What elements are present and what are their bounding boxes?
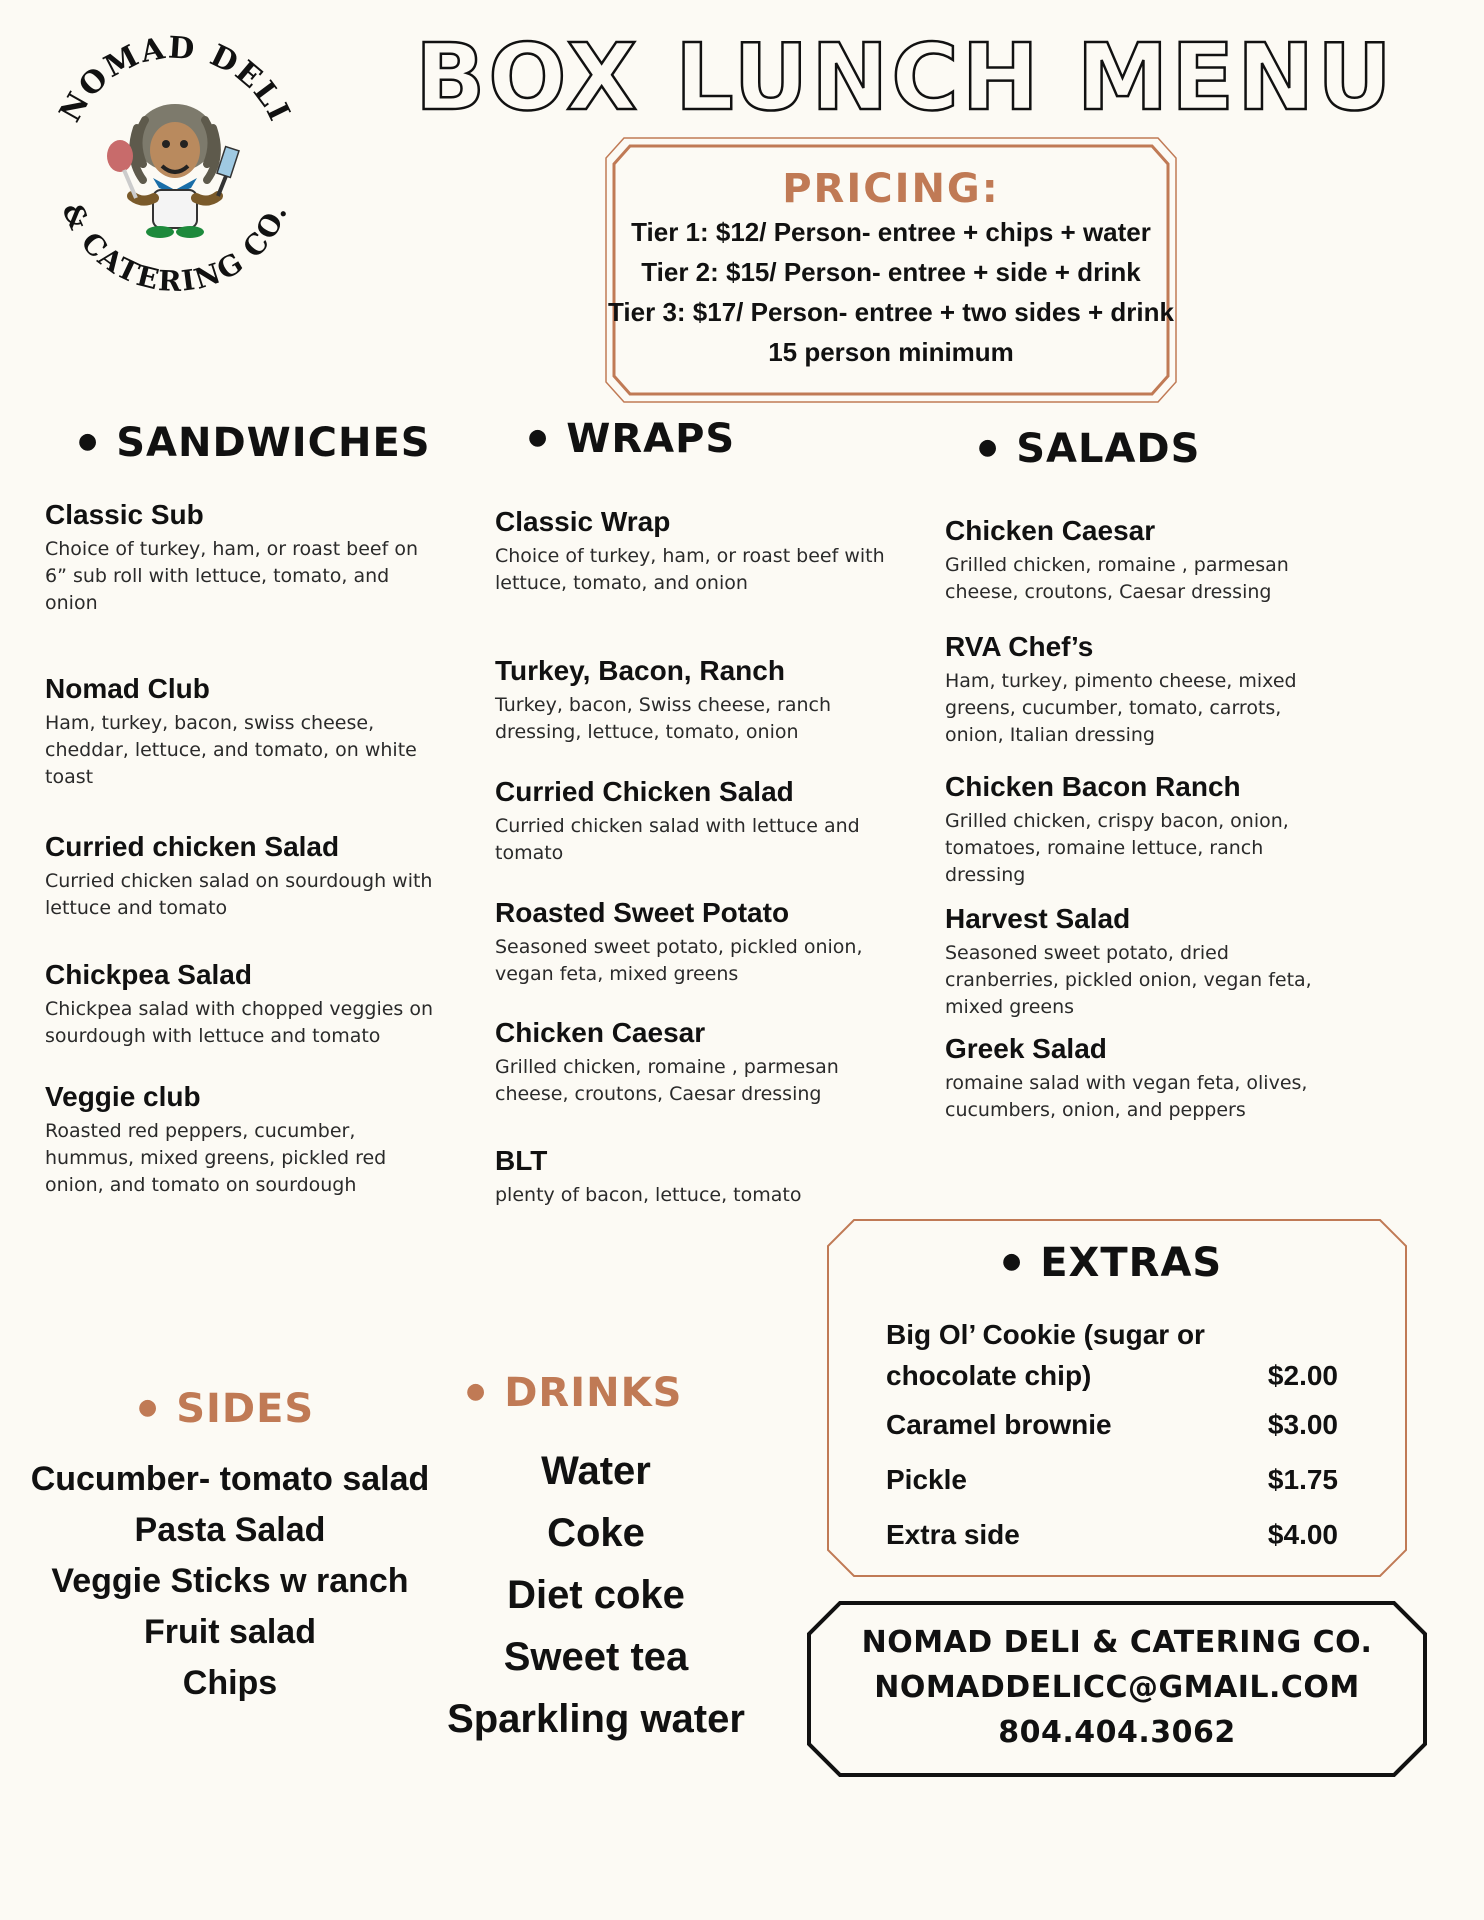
extra-name: Pickle — [886, 1464, 967, 1495]
item-description: Ham, turkey, bacon, swiss cheese, cheddar, lettuce, and tomato, on white toast — [45, 712, 417, 788]
contact-phone[interactable]: 804.404.3062 — [998, 1715, 1236, 1750]
sides-list — [20, 1454, 440, 1709]
wrap-item — [495, 1144, 895, 1209]
bullet-icon: ● — [138, 1394, 159, 1420]
list-item: Chips — [182, 1664, 278, 1702]
salad-item — [945, 514, 1345, 606]
pricing-heading: PRICING: — [782, 166, 1000, 212]
item-name: Greek Salad — [945, 1033, 1107, 1064]
contact-email[interactable]: NOMADDELICC@GMAIL.COM — [874, 1670, 1360, 1705]
pricing-tier-2: Tier 2: $15/ Person- entree + side + drink — [641, 257, 1141, 287]
item-name: Curried chicken Salad — [45, 831, 340, 862]
wrap-item — [495, 896, 895, 988]
wraps-heading: ● WRAPS — [528, 416, 736, 462]
item-description: Roasted red peppers, cucumber, hummus, mixed greens, pickled red onion, and tomato on sourdough — [45, 1120, 387, 1196]
item-name: Classic Wrap — [495, 506, 671, 537]
item-description: romaine salad with vegan feta, olives, cucumbers, onion, and peppers — [945, 1072, 1308, 1121]
salad-item — [945, 770, 1345, 889]
chef-mascot-icon — [107, 104, 239, 238]
extra-item — [886, 1314, 1338, 1396]
wrap-item — [495, 1016, 895, 1108]
item-description: Curried chicken salad with lettuce and tomato — [495, 815, 860, 864]
pricing-box — [604, 136, 1178, 404]
extra-price: $4.00 — [1267, 1519, 1338, 1550]
item-name: Veggie club — [45, 1081, 201, 1112]
sandwich-item — [45, 958, 445, 1050]
sandwich-item — [45, 498, 445, 617]
logo-bottom-text: & CATERING CO. — [55, 197, 295, 298]
wrap-item — [495, 654, 895, 746]
extra-item — [886, 1404, 1338, 1445]
extra-price: $1.75 — [1267, 1464, 1338, 1495]
drinks-heading: ● DRINKS — [466, 1370, 683, 1416]
item-name: Chicken Bacon Ranch — [945, 771, 1241, 802]
item-description: Seasoned sweet potato, pickled onion, vegan feta, mixed greens — [495, 936, 863, 985]
item-name: Harvest Salad — [945, 903, 1131, 934]
item-description: Grilled chicken, romaine , parmesan cheese, croutons, Caesar dressing — [945, 554, 1289, 603]
item-name: Roasted Sweet Potato — [495, 897, 790, 928]
business-name: NOMAD DELI & CATERING CO. — [861, 1625, 1373, 1660]
item-name: Chicken Caesar — [945, 515, 1156, 546]
bullet-icon: ● — [978, 434, 999, 460]
list-item: Fruit salad — [144, 1613, 316, 1651]
contact-box — [806, 1600, 1428, 1778]
wrap-item — [495, 505, 895, 597]
page-title: BOX LUNCH MENU — [415, 24, 1395, 131]
logo-top-text: NOMAD DELI — [52, 30, 298, 128]
bullet-icon: ● — [1002, 1248, 1023, 1274]
item-name: Chickpea Salad — [45, 959, 252, 990]
list-item: Coke — [547, 1511, 645, 1555]
list-item: Sweet tea — [503, 1635, 689, 1679]
list-item: Cucumber- tomato salad — [30, 1460, 430, 1498]
list-item: Diet coke — [507, 1573, 685, 1617]
item-name: RVA Chef’s — [945, 631, 1094, 662]
item-description: Curried chicken salad on sourdough with lettuce and tomato — [45, 870, 433, 919]
salad-item — [945, 630, 1345, 749]
sandwich-item — [45, 830, 445, 922]
sandwiches-heading: ● SANDWICHES — [78, 420, 431, 466]
list-item: Water — [541, 1449, 651, 1493]
salads-heading: ● SALADS — [978, 426, 1201, 472]
bullet-icon: ● — [466, 1378, 487, 1404]
extras-heading: ● EXTRAS — [1002, 1240, 1223, 1286]
pricing-tier-3: Tier 3: $17/ Person- entree + two sides + drink — [608, 297, 1174, 327]
extra-price: $3.00 — [1267, 1409, 1338, 1440]
item-name: Chicken Caesar — [495, 1017, 706, 1048]
item-description: Chickpea salad with chopped veggies on sourdough with lettuce and tomato — [45, 998, 434, 1047]
item-description: Ham, turkey, pimento cheese, mixed greens, cucumber, tomato, carrots, onion, Italian dressing — [945, 670, 1297, 746]
item-description: Seasoned sweet potato, dried cranberries, pickled onion, vegan feta, mixed greens — [945, 942, 1312, 1018]
salad-item — [945, 902, 1345, 1021]
list-item: Sparkling water — [447, 1697, 745, 1741]
wrap-item — [495, 775, 895, 867]
item-name: Classic Sub — [45, 499, 204, 530]
extra-item — [886, 1459, 1338, 1500]
extra-price: $2.00 — [1267, 1360, 1338, 1391]
extra-item — [886, 1514, 1338, 1555]
drinks-list — [440, 1440, 752, 1750]
pricing-minimum: 15 person minimum — [768, 337, 1014, 367]
extra-name: Extra side — [886, 1519, 1020, 1550]
logo — [40, 28, 310, 298]
pricing-tier-1: Tier 1: $12/ Person- entree + chips + water — [631, 217, 1151, 247]
item-name: Curried Chicken Salad — [495, 776, 794, 807]
item-description: Grilled chicken, crispy bacon, onion, tomatoes, romaine lettuce, ranch dressing — [945, 810, 1289, 886]
bullet-icon: ● — [528, 424, 549, 450]
sandwich-item — [45, 1080, 445, 1199]
list-item: Pasta Salad — [134, 1511, 326, 1549]
list-item: Veggie Sticks w ranch — [51, 1562, 409, 1600]
item-description: Grilled chicken, romaine , parmesan cheese, croutons, Caesar dressing — [495, 1056, 839, 1105]
sandwich-item — [45, 672, 445, 791]
sides-heading: ● SIDES — [138, 1386, 315, 1432]
item-description: Choice of turkey, ham, or roast beef on 6” sub roll with lettuce, tomato, and onion — [45, 538, 419, 614]
extras-box — [826, 1218, 1408, 1578]
item-name: Nomad Club — [45, 673, 210, 704]
item-name: Turkey, Bacon, Ranch — [495, 655, 785, 686]
bullet-icon: ● — [78, 428, 99, 454]
item-name: BLT — [495, 1145, 548, 1176]
extra-name: Big Ol’ Cookie (sugar or chocolate chip) — [886, 1319, 1205, 1391]
item-description: Choice of turkey, ham, or roast beef with lettuce, tomato, and onion — [495, 545, 885, 594]
item-description: plenty of bacon, lettuce, tomato — [495, 1184, 802, 1206]
extra-name: Caramel brownie — [886, 1409, 1112, 1440]
item-description: Turkey, bacon, Swiss cheese, ranch dressing, lettuce, tomato, onion — [495, 694, 832, 743]
salad-item — [945, 1032, 1345, 1124]
